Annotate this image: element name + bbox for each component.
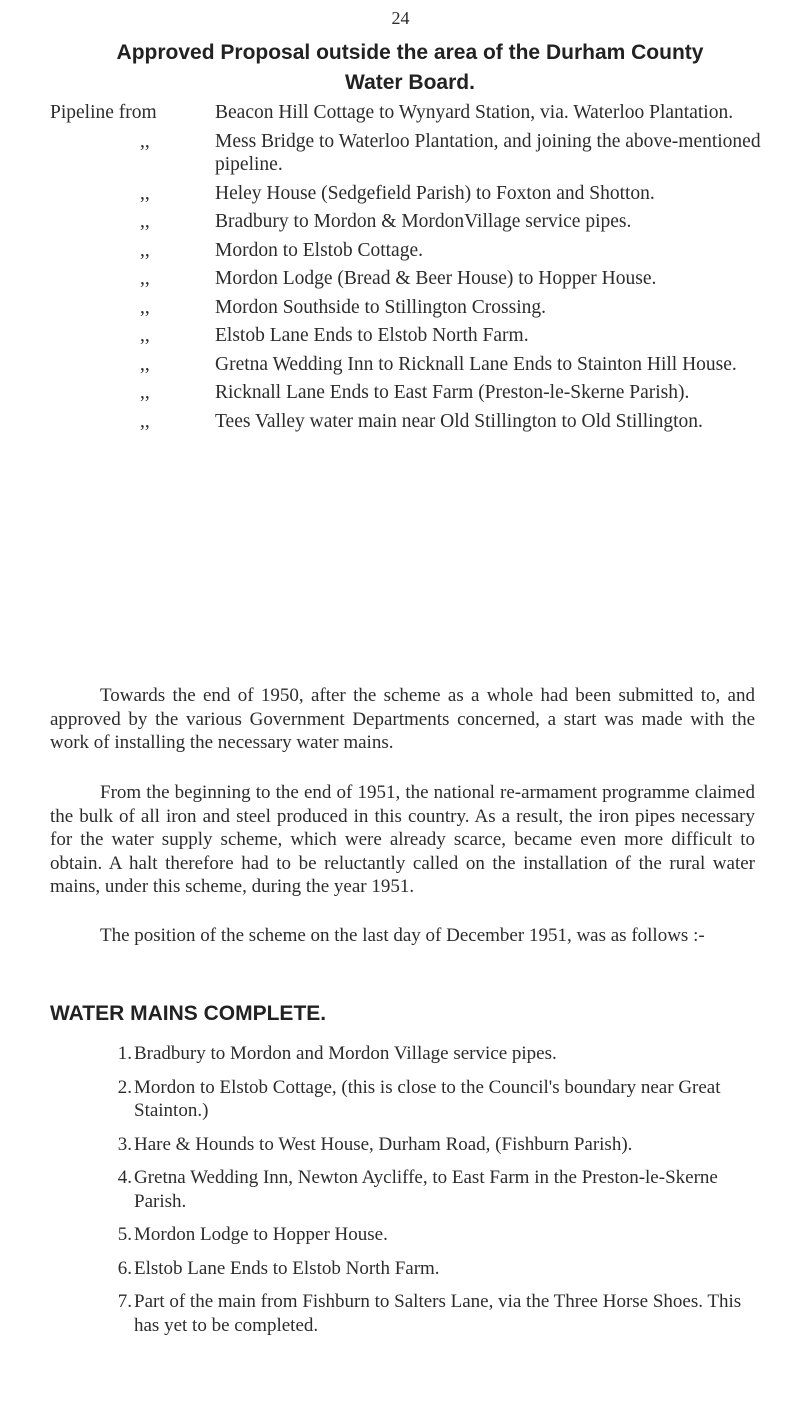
pipeline-text: Mordon to Elstob Cottage. bbox=[215, 239, 423, 261]
item-text: Elstob Lane Ends to Elstob North Farm. bbox=[134, 1257, 440, 1279]
ditto-mark: ,, bbox=[140, 325, 150, 346]
pipeline-text: Bradbury to Mordon & MordonVillage service pipes. bbox=[215, 211, 632, 232]
item-number: 4. bbox=[117, 1167, 132, 1188]
pipeline-text: Elstob Lane Ends to Elstob North Farm. bbox=[215, 325, 529, 346]
pipeline-item bbox=[50, 267, 770, 291]
ditto-mark: ,, bbox=[140, 268, 150, 289]
item-text: Part of the main from Fishburn to Salters Lane, via the Three Horse Shoes. This has yet to be completed. bbox=[134, 1291, 742, 1336]
pipeline-item bbox=[50, 381, 770, 405]
pipeline-lead: Pipeline from bbox=[50, 102, 157, 123]
ditto-mark: ,, bbox=[140, 130, 150, 152]
item-text: Mordon Lodge to Hopper House. bbox=[134, 1224, 388, 1245]
pipeline-text: Mordon Lodge (Bread & Beer House) to Hopper House. bbox=[215, 268, 657, 289]
pipeline-text: Heley House (Sedgefield Parish) to Foxton and Shotton. bbox=[215, 182, 655, 204]
pipeline-list bbox=[50, 101, 770, 438]
ditto-mark: ,, bbox=[140, 239, 150, 261]
ditto-mark: ,, bbox=[140, 296, 150, 318]
list-item bbox=[50, 1166, 770, 1213]
pipeline-item bbox=[50, 296, 770, 320]
list-item bbox=[50, 1223, 770, 1247]
item-number: 7. bbox=[117, 1291, 132, 1312]
pipeline-text: Ricknall Lane Ends to East Farm (Preston-le-Skerne Parish). bbox=[215, 382, 690, 403]
pipeline-item bbox=[50, 210, 770, 234]
ditto-mark: ,, bbox=[140, 182, 150, 204]
item-text: Hare & Hounds to West House, Durham Road, (Fishburn Parish). bbox=[134, 1133, 633, 1155]
ditto-mark: ,, bbox=[140, 410, 150, 432]
pipeline-text: Gretna Wedding Inn to Ricknall Lane Ends to Stainton Hill House. bbox=[215, 353, 737, 375]
mains-complete-list bbox=[50, 1042, 770, 1347]
paragraph-progress: Towards the end of 1950, after the scheme as a whole had been submitted to, and approved by the various Government Departments concerned, a start was made with the work of installing the necessary water mains. bbox=[50, 685, 755, 753]
item-text: Mordon to Elstob Cottage, (this is close to the Council's boundary near Great Stainton.) bbox=[134, 1076, 721, 1121]
list-item bbox=[50, 1290, 770, 1337]
item-number: 5. bbox=[117, 1224, 132, 1245]
paragraph-rearmament: From the beginning to the end of 1951, the national re-armament programme claimed the bulk of all iron and steel produced in this country. As a result, the iron pipes necessary for the water supply scheme, which were already scarce, became even more difficult to obtain. A halt therefore had to be reluctantly called on the installation of the rural water mains, under this scheme, during the year 1951. bbox=[50, 782, 755, 897]
list-item bbox=[50, 1133, 770, 1157]
item-number: 1. bbox=[117, 1043, 132, 1064]
pipeline-text: Tees Valley water main near Old Stillington to Old Stillington. bbox=[215, 410, 703, 432]
pipeline-text: Mordon Southside to Stillington Crossing. bbox=[215, 296, 546, 318]
paragraph-position: The position of the scheme on the last day of December 1951, was as follows :- bbox=[100, 925, 705, 946]
page-heading: Approved Proposal outside the area of the Durham County Water Board. bbox=[116, 41, 704, 94]
pipeline-item bbox=[50, 239, 770, 263]
list-item bbox=[50, 1042, 770, 1066]
pipeline-text: Beacon Hill Cottage to Wynyard Station, via. Waterloo Plantation. bbox=[215, 102, 734, 123]
pipeline-item bbox=[50, 410, 770, 434]
ditto-mark: ,, bbox=[140, 211, 150, 232]
page-number: 24 bbox=[391, 8, 410, 28]
item-number: 6. bbox=[117, 1257, 132, 1279]
list-item bbox=[50, 1076, 770, 1123]
item-text: Gretna Wedding Inn, Newton Aycliffe, to East Farm in the Preston-le-Skerne Parish. bbox=[134, 1167, 718, 1212]
ditto-mark: ,, bbox=[140, 382, 150, 403]
pipeline-text: Mess Bridge to Waterloo Plantation, and joining the above-mentioned pipeline. bbox=[215, 130, 761, 175]
item-text: Bradbury to Mordon and Mordon Village service pipes. bbox=[134, 1043, 557, 1064]
section-title: WATER MAINS COMPLETE. bbox=[50, 1002, 327, 1025]
ditto-mark: ,, bbox=[140, 353, 150, 375]
pipeline-item bbox=[50, 130, 770, 177]
item-number: 2. bbox=[117, 1076, 132, 1098]
list-item bbox=[50, 1257, 770, 1281]
pipeline-item bbox=[50, 324, 770, 348]
item-number: 3. bbox=[117, 1133, 132, 1155]
pipeline-item bbox=[50, 353, 770, 377]
pipeline-item bbox=[50, 101, 770, 125]
pipeline-item bbox=[50, 182, 770, 206]
